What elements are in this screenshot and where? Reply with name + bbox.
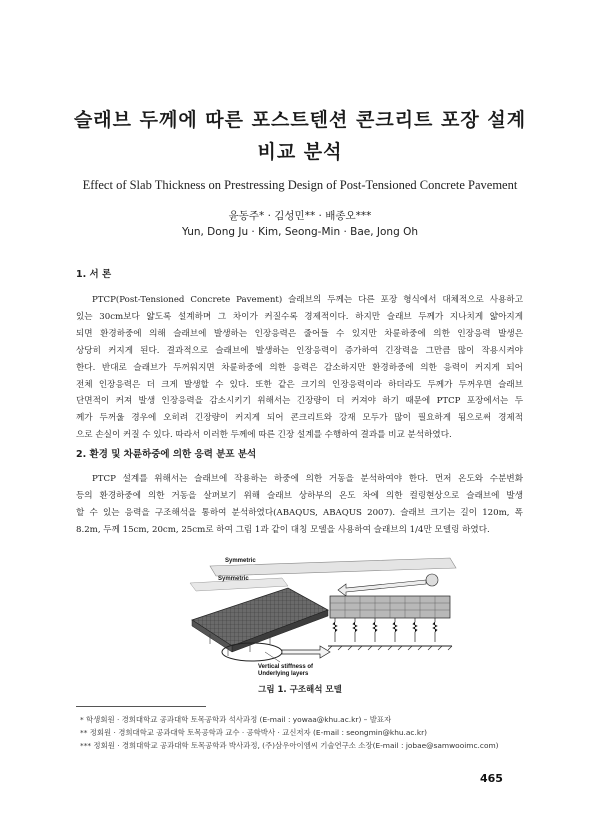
authors-korean: 윤동주* · 김성민** · 배종오*** — [228, 210, 372, 222]
body-line: 할 수 있는 응력을 구조해석을 통하여 분석하였다(ABAQUS, ABAQUS 2007). 슬래브 크기는 길이 120m, 폭 — [76, 507, 523, 518]
body-line: 상당히 커지게 된다. 결과적으로 슬래브에 발생하는 인장응력이 증가하여 긴장력을 그만큼 많이 작용시켜야 — [76, 345, 523, 356]
body-line: 전체 인장응력은 더 크게 발생할 수 있다. 또한 같은 크기의 인장응력이라 하더라도 두께가 두꺼우면 슬래브 — [76, 379, 523, 390]
body-line: 있는 30cm보다 얇도록 설계하며 그 차이가 커질수록 경제적이다. 하지만 슬래브 두께가 지나치게 얇아지게 — [76, 311, 523, 322]
body-line: 되면 환경하중에 의해 슬래브에 발생하는 인장응력은 줄어들 수 있지만 차륜하중에 의한 인장응력 발생은 — [76, 328, 523, 339]
section-detail-springs — [333, 618, 437, 642]
section-1-body — [76, 292, 523, 444]
vertical-stiffness-label: Vertical stiffness of — [258, 664, 314, 670]
detail-arrow — [338, 580, 426, 596]
figure-caption: 그림 1. 구조해석 모델 — [258, 685, 342, 695]
body-line: PTCP(Post-Tensioned Concrete Pavement) 슬래브의 두께는 다른 포장 형식에서 대체적으로 사용하고 — [92, 295, 523, 305]
section-2-heading: 2. 환경 및 차륜하중에 의한 응력 분포 분석 — [76, 449, 257, 460]
detail-circle — [426, 574, 438, 586]
body-line: 등의 환경하중에 의한 거동을 살펴보기 위해 슬래브 상하부의 온도 차에 의한 컬링현상으로 슬래브에 발생 — [76, 490, 523, 501]
symmetric-label: Symmetric — [218, 576, 249, 582]
vertical-stiffness-label: Underlying layers — [258, 671, 309, 677]
ground-hatch — [328, 646, 452, 650]
footnote: *** 정회원 · 경희대학교 공과대학 토목공학과 박사과정, (주)삼우아이엠씨 기술연구소 소장(E-mail : jobae@samwooimc.com) — [80, 741, 499, 750]
footnote: ** 정회원 · 경희대학교 공과대학 토목공학과 교수 · 공학박사 · 교신저자 (E-mail : seongmin@khu.ac.kr) — [80, 728, 428, 737]
authors-english: Yun, Dong Ju · Kim, Seong-Min · Bae, Jong Oh — [181, 226, 418, 238]
body-line: 으로 손실이 커질 수 있다. 따라서 이러한 두께에 따른 긴장 설계를 수행하여 결과를 비교 분석하였다. — [76, 430, 452, 441]
body-line: PTCP 설계를 위해서는 슬래브에 작용하는 하중에 의한 거동을 분석하여야 한다. 먼저 온도와 수분변화 — [92, 474, 523, 484]
body-line: 한다. 반대로 슬래브가 두꺼워지면 차륜하중에 의한 응력은 감소하지만 환경하중에 의한 응력이 커지게 되어 — [76, 362, 523, 373]
structural-model-figure — [170, 548, 470, 678]
symmetric-label: Symmetric — [225, 558, 256, 564]
page-number: 465 — [480, 772, 503, 785]
paper-title-line-2: 비교 분석 — [257, 141, 343, 163]
detail-arrow — [282, 646, 330, 658]
section-1-heading: 1. 서 론 — [76, 269, 112, 280]
footnote: * 학생회원 · 경희대학교 공과대학 토목공학과 석사과정 (E-mail : yowaa@khu.ac.kr) – 발표자 — [80, 715, 392, 724]
body-line: 단면적이 커져 발생 인장응력을 감소시키기 위해서는 긴장량이 더 커져야 하기 때문에 PTCP 포장에서는 두 — [76, 396, 523, 407]
detail-ellipse — [222, 643, 282, 661]
section-2-body — [76, 471, 523, 539]
paper-title-line-1: 슬래브 두께에 따른 포스트텐션 콘크리트 포장 설계 — [73, 109, 527, 131]
body-line: 8.2m, 두께 15cm, 20cm, 25cm로 하여 그림 1과 같이 대칭 모델을 사용하여 슬래브의 1/4만 모델링 하였다. — [76, 524, 490, 535]
footnote-divider — [76, 706, 206, 707]
body-line: 께가 두꺼울 경우에 오히려 긴장량이 커지게 되어 콘크리트와 강재 모두가 많이 필요하게 됨으로써 경제적 — [76, 413, 523, 424]
paper-title-english: Effect of Slab Thickness on Prestressing Design of Post-Tensioned Concrete Pavement — [82, 178, 518, 192]
